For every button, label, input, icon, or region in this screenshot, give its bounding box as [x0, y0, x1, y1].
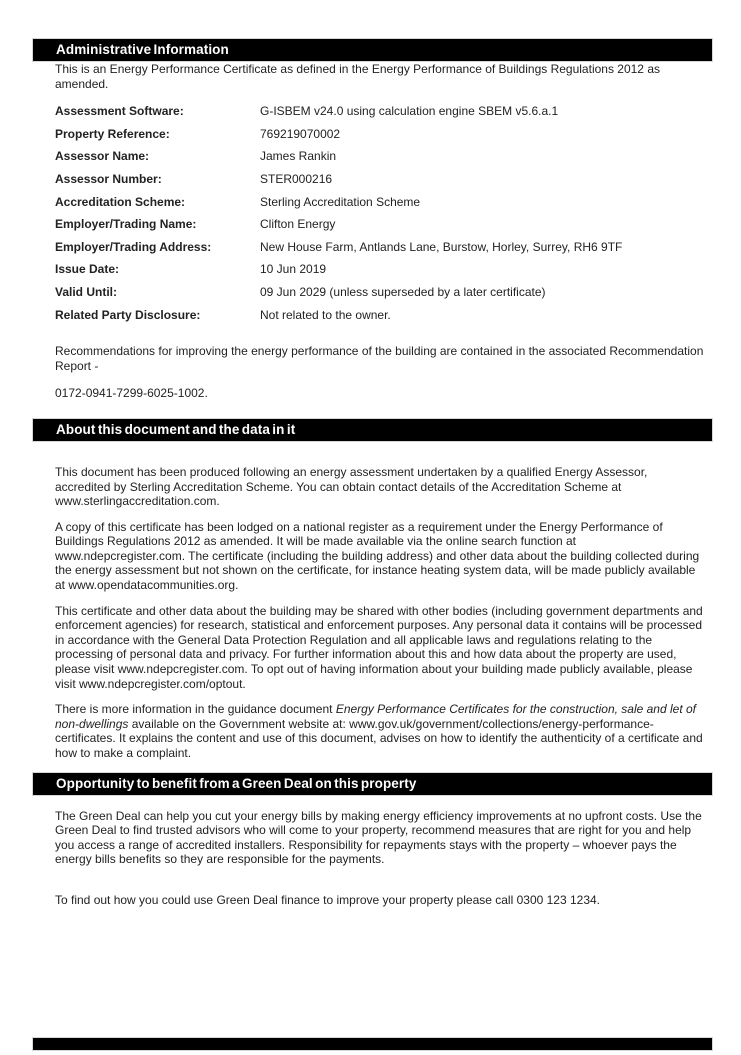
recommendation-line: Recommendations for improving the energy performance of the building are contained in the associated Recommendation Report - [55, 344, 704, 373]
field-row-valid-until [55, 285, 705, 300]
field-row-employer-trading-name [55, 217, 705, 232]
about-paragraph-assessor: This document has been produced following an energy assessment undertaken by a qualified Energy Assessor, accredited by Sterling Accreditation Scheme. You can obtain contact details of the Accreditation Scheme at www.sterlingaccreditation.com. [55, 464, 648, 509]
field-label: Employer/Trading Name: [55, 217, 197, 232]
field-row-employer-trading-address [55, 240, 705, 255]
field-label: Assessor Number: [55, 171, 162, 186]
field-row-assessor-name [55, 149, 705, 164]
field-label: Valid Until: [55, 284, 118, 299]
about-section [55, 465, 705, 761]
section-title: Administrative Information [56, 42, 229, 57]
field-row-accreditation-scheme [55, 195, 705, 210]
admin-fields-list [55, 104, 705, 322]
green-deal-paragraph: The Green Deal can help you cut your energy bills by making energy efficiency improvements at no upfront costs. Use the Green Deal to find trusted advisors who will come to your property, recommend measures that are right for you and help you access a range of accredited installers. Responsibility for repayments stays with the property – whoever pays the energy bills benefits so they are responsible for the payments. [55, 808, 702, 867]
field-label: Assessor Name: [55, 149, 150, 164]
field-value: G-ISBEM v24.0 using calculation engine SBEM v5.6.a.1 [260, 104, 559, 119]
about-paragraph-guidance [55, 702, 705, 760]
field-row-issue-date [55, 262, 705, 277]
about-paragraph-register: A copy of this certificate has been lodged on a national register as a requirement under the Energy Performance of Buildings Regulations 2012 as amended. It will be made available via the online search function at www.ndepcregister.com. The certificate (including the building address) and other data about the building collected during the energy assessment but not shown on the certificate, for instance heating system data, will be made publicly available at www.opendatacommunities.org. [55, 519, 700, 593]
green-deal-phone-paragraph: To find out how you could use Green Deal finance to improve your property please call 0300 123 1234. [55, 892, 601, 907]
footer-bar [32, 1037, 713, 1051]
field-label: Assessment Software: [55, 104, 184, 119]
recommendation-report-number: 0172-0941-7299-6025-1002. [55, 386, 208, 401]
field-value: Sterling Accreditation Scheme [260, 194, 421, 209]
field-row-assessment-software [55, 104, 705, 119]
administrative-section [55, 62, 705, 401]
field-value: 09 Jun 2029 (unless superseded by a later certificate) [260, 284, 546, 299]
section-header-about-this-document [32, 418, 713, 442]
guidance-text-after: available on the Government website at: www.gov.uk/government/collections/energy-performance-certificates. It explains the content and use of this document, advises on how to identify the authenticity of a certificate and how to make a complaint. [55, 716, 703, 760]
field-label: Related Party Disclosure: [55, 307, 201, 322]
about-paragraph-data-sharing: This certificate and other data about the building may be shared with other bodies (including government departments and enforcement agencies) for research, statistical and enforcement purposes. Any personal data it contains will be processed in accordance with the General Data Protection Regulation and all applicable laws and regulations relating to the processing of personal data and privacy. For further information about this and how data about the property are used, please visit www.ndepcregister.com. To opt out of having information about your building made publicly available, please visit www.ndepcregister.com/optout. [55, 603, 703, 691]
field-value: New House Farm, Antlands Lane, Burstow, Horley, Surrey, RH6 9TF [260, 239, 623, 254]
section-header-green-deal [32, 772, 713, 796]
field-row-assessor-number [55, 172, 705, 187]
field-label: Employer/Trading Address: [55, 239, 212, 254]
green-deal-section [55, 809, 705, 908]
field-label: Issue Date: [55, 262, 120, 277]
field-value: STER000216 [260, 171, 333, 186]
section-title: Opportunity to benefit from a Green Deal on this property [56, 775, 417, 791]
intro-paragraph: This is an Energy Performance Certificate as defined in the Energy Performance of Buildings Regulations 2012 as amended. [55, 62, 660, 91]
field-value: Clifton Energy [260, 217, 336, 232]
section-header-administrative-information [32, 38, 713, 62]
guidance-text-before: There is more information in the guidance document [55, 702, 336, 717]
field-label: Accreditation Scheme: [55, 194, 186, 209]
field-value: 769219070002 [260, 126, 341, 141]
field-row-property-reference [55, 127, 705, 142]
field-row-related-party-disclosure [55, 308, 705, 323]
recommendation-report-note [55, 344, 705, 401]
field-value: James Rankin [260, 149, 337, 164]
field-value: 10 Jun 2019 [260, 262, 327, 277]
guidance-document-title: Energy Performance Certificates for the construction, sale and let of non-dwellings [55, 702, 697, 731]
section-title: About this document and the data in it [56, 421, 296, 437]
field-value: Not related to the owner. [260, 307, 391, 322]
field-label: Property Reference: [55, 126, 170, 141]
